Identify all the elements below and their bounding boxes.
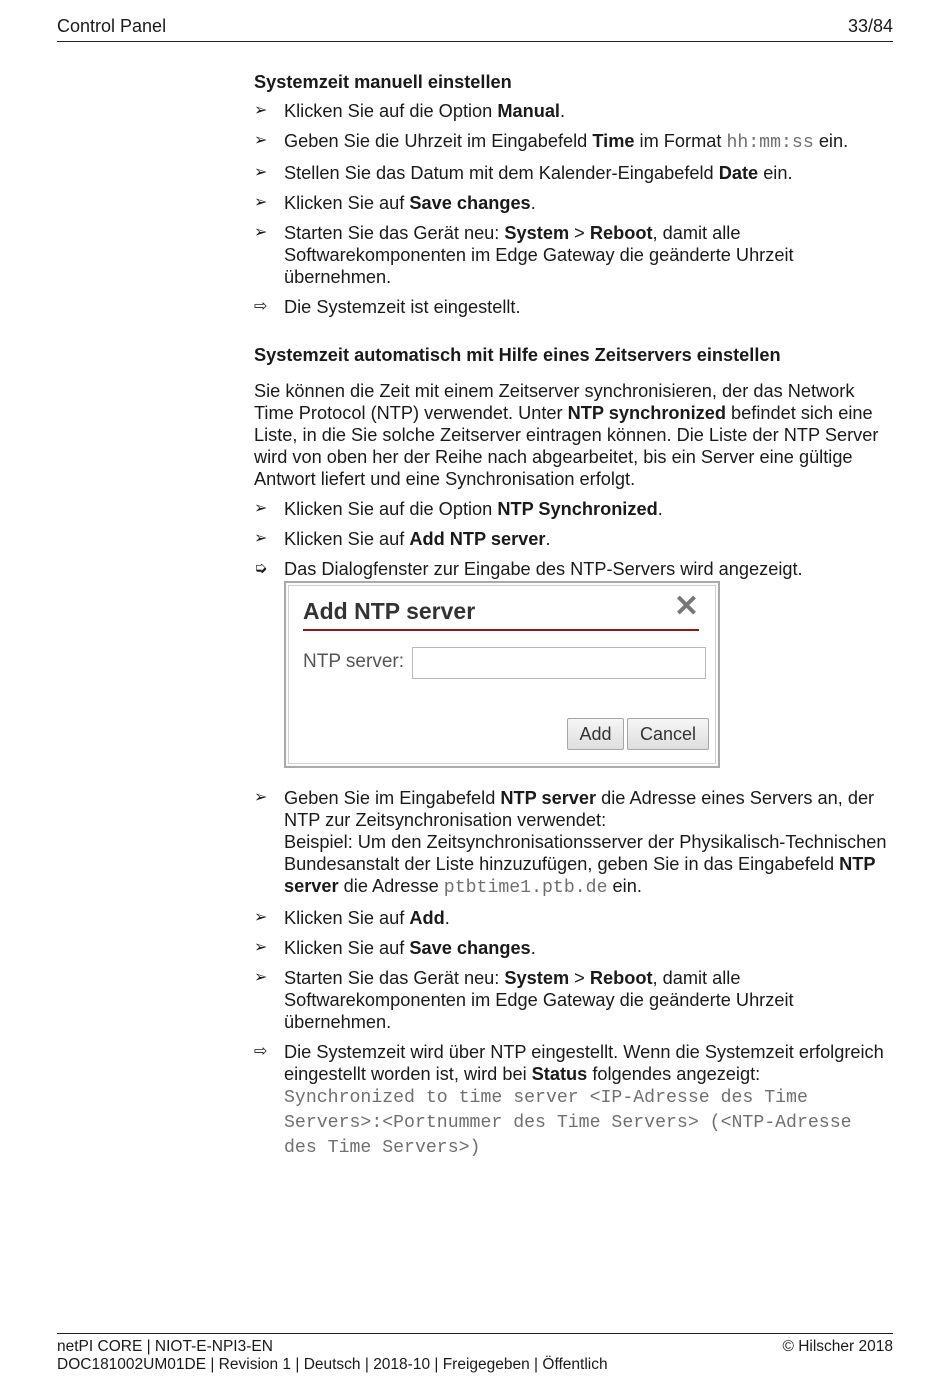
page-number: 33/84: [847, 16, 893, 36]
step-item: ➢ Starten Sie das Gerät neu: System > Reboot, damit alle Softwarekomponenten im Edge Gateway die geänderte Uhrzeit übernehmen.: [254, 968, 794, 1032]
step-item: ➢ Stellen Sie das Datum mit dem Kalender-Eingabefeld Date ein.: [254, 163, 793, 183]
step-item: ➢ Klicken Sie auf Save changes.: [254, 193, 536, 213]
ntp-server-label: NTP server:: [303, 651, 405, 672]
result-item: ⇨ Die Systemzeit ist eingestellt.: [254, 297, 521, 317]
step-item: ➢ Geben Sie die Uhrzeit im Eingabefeld Time im Format hh:mm:ss ein.: [254, 131, 849, 153]
step-item: ➢ Klicken Sie auf die Option NTP Synchronized.: [254, 499, 663, 519]
step-item: ➢ Klicken Sie auf Add.: [254, 908, 450, 928]
intermediate-arrow-icon: ➭: [254, 560, 268, 577]
dialog-title-divider: [303, 629, 699, 631]
arrow-bullet-icon: ➢: [254, 164, 268, 181]
step-item: ➢ Starten Sie das Gerät neu: System > Reboot, damit alle Softwarekomponenten im Edge Gateway die geänderte Uhrzeit übernehmen.: [254, 223, 794, 287]
footer-document-info: DOC181002UM01DE | Revision 1 | Deutsch | 2018-10 | Freigegeben | Öffentlich: [57, 1356, 608, 1373]
step-item: ➢ Klicken Sie auf Save changes.: [254, 938, 536, 958]
footer-copyright: © Hilscher 2018: [782, 1338, 893, 1355]
arrow-bullet-icon: ➢: [254, 909, 268, 926]
arrow-bullet-icon: ➢: [254, 500, 268, 517]
example-address-code: ptbtime1.ptb.de: [443, 878, 608, 898]
page-header: [57, 14, 893, 42]
header-title: Control Panel: [57, 16, 167, 36]
arrow-bullet-icon: ➢: [254, 969, 268, 986]
step-item: ➢ Geben Sie im Eingabefeld NTP server die Adresse eines Servers an, der NTP zur Zeitsynchronisation verwendet: Beispiel: Um den Zeitsynchronisationsserver der Physikalisch-Technischen Bundesanstalt der Liste hinzuzufügen, geben Sie in das Eingabefeld NTP server die Adresse ptbtime1.ptb.de ein.: [254, 788, 887, 898]
format-code: hh:mm:ss: [726, 133, 814, 153]
arrow-bullet-icon: ➢: [254, 224, 268, 241]
step-item: ➢ Klicken Sie auf die Option Manual.: [254, 101, 566, 121]
intermediate-result-item: ➭ Das Dialogfenster zur Eingabe des NTP-Servers wird angezeigt.: [254, 559, 803, 579]
status-output-code: Synchronized to time server <IP-Adresse des Time Servers>:<Portnummer des Time Servers> (<NTP-Adresse des Time Servers>): [284, 1088, 852, 1158]
add-button[interactable]: Add: [567, 718, 624, 750]
result-arrow-icon: ⇨: [254, 298, 268, 315]
arrow-bullet-icon: ➢: [254, 530, 268, 547]
cancel-button[interactable]: Cancel: [627, 718, 709, 750]
section-heading-ntp: Systemzeit automatisch mit Hilfe eines Zeitservers einstellen: [254, 345, 781, 365]
arrow-bullet-icon: ➢: [254, 194, 268, 211]
result-arrow-icon: ⇨: [254, 1043, 268, 1060]
footer-product: netPI CORE | NIOT-E-NPI3-EN: [57, 1338, 273, 1355]
arrow-bullet-icon: ➢: [254, 102, 268, 119]
section-heading-manual: Systemzeit manuell einstellen: [254, 72, 512, 92]
dialog-title: Add NTP server: [303, 598, 476, 624]
ntp-server-input[interactable]: [412, 647, 706, 679]
arrow-bullet-icon: ➢: [254, 132, 268, 149]
close-icon[interactable]: ✕: [673, 590, 699, 623]
intro-paragraph: Sie können die Zeit mit einem Zeitserver synchronisieren, der das Network Time Protocol (NTP) verwendet. Unter NTP synchronized befindet sich eine Liste, in die Sie solche Zeitserver eintragen können. Die Liste der NTP Server wird von oben her der Reihe nach abgearbeitet, bis ein Server eine gültige Antwort liefert und eine Synchronisation erfolgt.: [254, 381, 879, 489]
step-item: ➢ Klicken Sie auf Add NTP server.: [254, 529, 551, 549]
arrow-bullet-icon: ➢: [254, 789, 268, 806]
arrow-bullet-icon: ➢: [254, 939, 268, 956]
result-item: ⇨ Die Systemzeit wird über NTP eingestellt. Wenn die Systemzeit erfolgreich eingestellt worden ist, wird bei Status folgendes angezeigt: Synchronized to time server <IP-Adresse des Time Servers>:<Portnummer des Time Servers> (<NTP-Adresse des Time Servers>): [254, 1042, 884, 1158]
page-footer: [57, 1333, 893, 1373]
add-ntp-server-dialog-screenshot: [284, 581, 720, 768]
main-content: [254, 71, 894, 1168]
